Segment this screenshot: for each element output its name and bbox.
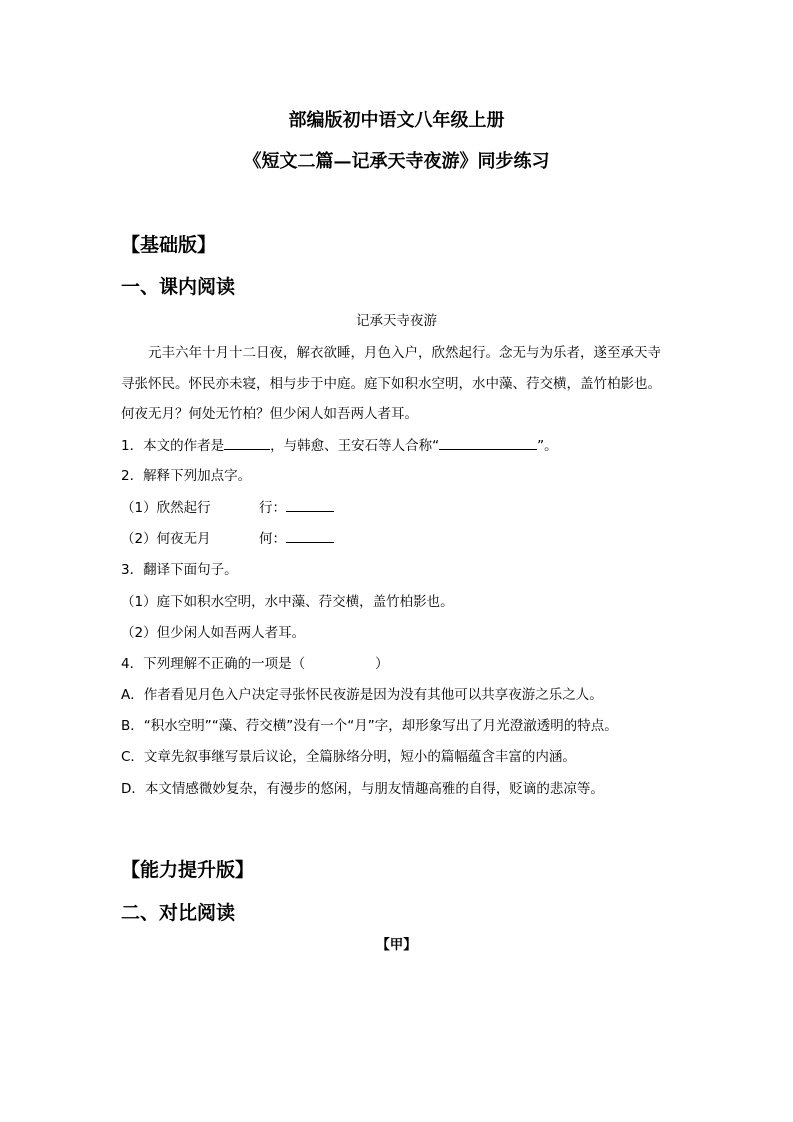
q4-stem-open: 4．下列理解不正确的一项是（ (121, 656, 306, 672)
question-1 (121, 437, 558, 454)
section-basic-heading: 【基础版】 (121, 234, 217, 256)
title-line-2: 《短文二篇—记承天寺夜游》同步练习 (243, 151, 550, 172)
q1-text-middle: ，与韩愈、王安石等人合称“ (270, 438, 440, 454)
q1-text-after: ”。 (537, 438, 558, 454)
passage-line-1: 元丰六年十月十二日夜，解衣欲睡，月色入户，欣然起行。念无与为乐者，遂至承天寺 (148, 345, 661, 361)
q4-stem-close: ） (375, 656, 389, 672)
q2-item-2-blank[interactable] (286, 530, 334, 543)
q1-author-blank[interactable] (224, 437, 270, 450)
question-3-item-1: （1）庭下如积水空明，水中藻、荇交横，盖竹柏影也。 (121, 594, 454, 610)
question-2-item-1 (121, 499, 334, 516)
q2-item-1-label: 行： (259, 500, 286, 516)
q1-text-before: 1．本文的作者是 (121, 438, 225, 454)
question-3-stem: 3．翻译下面句子。 (121, 562, 238, 578)
q2-item-2-phrase: （2）何夜无月 (121, 531, 211, 547)
passage-line-3: 何夜无月？何处无竹柏？但少闲人如吾两人者耳。 (121, 406, 418, 422)
title-line-1: 部编版初中语文八年级上册 (288, 110, 505, 131)
question-4-stem (121, 656, 389, 672)
question-2-item-2 (121, 530, 334, 547)
part1-heading: 一、课内阅读 (121, 276, 236, 298)
passage-line-2: 寻张怀民。怀民亦未寝，相与步于中庭。庭下如积水空明，水中藻、荇交横，盖竹柏影也。 (121, 376, 661, 392)
question-4-option-a: A．作者看见月色入户决定寻张怀民夜游是因为没有其他可以共享夜游之乐之人。 (121, 687, 603, 703)
q2-item-1-blank[interactable] (286, 499, 334, 512)
question-4-option-b: B．“积水空明”“藻、荇交横”没有一个“月”字，却形象写出了月光澄澈透明的特点。 (121, 718, 618, 734)
part2-subheading: 【甲】 (376, 937, 417, 953)
q2-item-2-label: 何： (259, 531, 286, 547)
q2-item-1-phrase: （1）欣然起行 (121, 500, 211, 516)
passage-title: 记承天寺夜游 (356, 313, 437, 329)
question-2-stem: 2．解释下列加点字。 (121, 468, 252, 484)
question-4-option-c: C．文章先叙事继写景后议论，全篇脉络分明，短小的篇幅蕴含丰富的内涵。 (121, 749, 576, 765)
section-advanced-heading: 【能力提升版】 (121, 859, 255, 881)
q1-group-name-blank[interactable] (439, 437, 537, 450)
question-3-item-2: （2）但少闲人如吾两人者耳。 (121, 625, 306, 641)
part2-heading: 二、对比阅读 (121, 902, 236, 924)
question-4-option-d: D．本文情感微妙复杂，有漫步的悠闲，与朋友情趣高雅的自得，贬谪的悲凉等。 (121, 781, 604, 797)
